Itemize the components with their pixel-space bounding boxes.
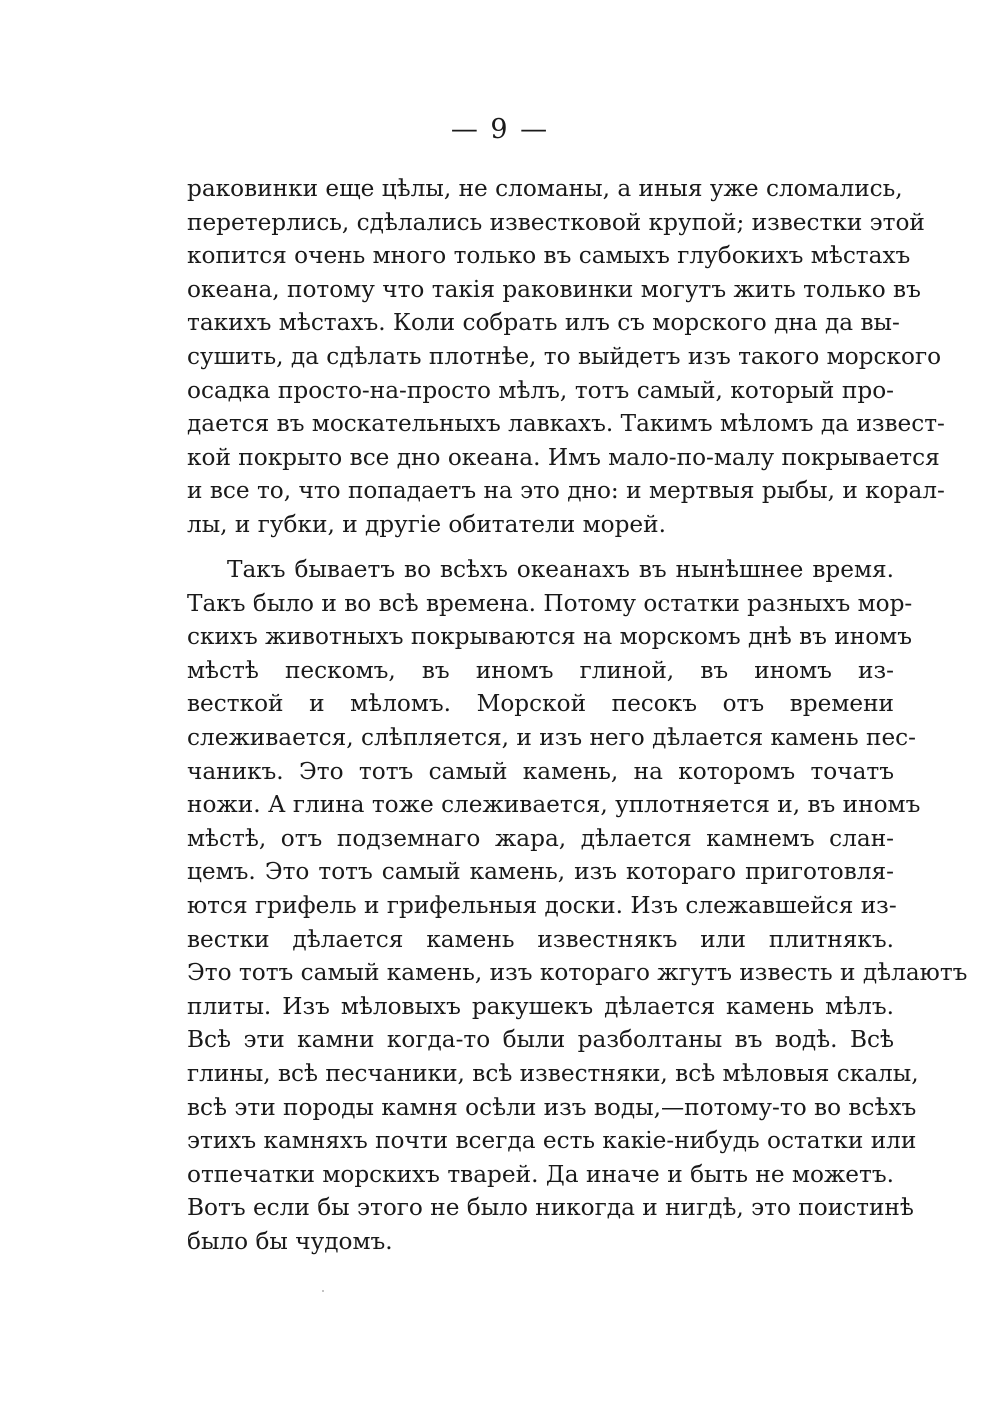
text-line: мѣстѣ пескомъ, въ иномъ глиной, въ иномъ из- xyxy=(187,656,894,684)
text-line: отпечатки морскихъ тварей. Да иначе и быть не можетъ. xyxy=(187,1160,894,1188)
text-line: Вотъ если бы этого не было никогда и нигдѣ, это поистинѣ xyxy=(187,1194,914,1222)
text-line: кой покрыто все дно океана. Имъ мало-по-малу покрывается xyxy=(187,443,940,471)
text-line: плиты. Изъ мѣловыхъ ракушекъ дѣлается камень мѣлъ. xyxy=(187,992,894,1020)
paragraph-2 xyxy=(187,553,968,1258)
text-line: ножи. А глина тоже слеживается, уплотняется и, въ иномъ xyxy=(187,791,921,819)
text-line: раковинки еще цѣлы, не сломаны, а иныя уже сломались, xyxy=(187,175,903,202)
scan-speck xyxy=(322,1290,324,1292)
text-line: мѣстѣ, отъ подземнаго жара, дѣлается камнемъ слан- xyxy=(187,824,894,852)
text-line: цемъ. Это тотъ самый камень, изъ котораго приготовля- xyxy=(187,858,894,886)
text-line: весткой и мѣломъ. Морской песокъ отъ времени xyxy=(187,690,894,718)
text-line: ются грифель и грифельныя доски. Изъ слежавшейся из- xyxy=(187,891,897,919)
text-line: вестки дѣлается камень известнякъ или плитнякъ. xyxy=(187,925,894,953)
text-line: сушить, да сдѣлать плотнѣе, то выйдетъ изъ такого морского xyxy=(187,342,942,370)
text-line: океана, потому что такія раковинки могутъ жить только въ xyxy=(187,275,921,303)
text-line: Это тотъ самый камень, изъ котораго жгутъ известь и дѣлаютъ xyxy=(187,959,968,987)
text-line: дается въ москательныхъ лавкахъ. Такимъ мѣломъ да извест- xyxy=(187,410,945,438)
text-line: Всѣ эти камни когда-то были разболтаны въ водѣ. Всѣ xyxy=(187,1026,894,1054)
text-line: лы, и губки, и другіе обитатели морей. xyxy=(187,510,666,538)
text-line: такихъ мѣстахъ. Коли собрать илъ съ морского дна да вы- xyxy=(187,309,900,337)
text-line: копится очень много только въ самыхъ глубокихъ мѣстахъ xyxy=(187,242,911,270)
text-line: Такъ бываетъ во всѣхъ океанахъ въ нынѣшнее время. xyxy=(227,556,894,583)
text-line: скихъ животныхъ покрываются на морскомъ днѣ въ иномъ xyxy=(187,623,912,651)
text-line: глины, всѣ песчаники, всѣ известняки, всѣ мѣловыя скалы, xyxy=(187,1059,919,1087)
text-line: и все то, что попадаетъ на это дно: и мертвыя рыбы, и корал- xyxy=(187,477,945,505)
text-line: осадка просто-на-просто мѣлъ, тотъ самый, который про- xyxy=(187,376,894,404)
text-line: Такъ было и во всѣ времена. Потому остатки разныхъ мор- xyxy=(187,589,913,617)
text-line: перетерлись, сдѣлались известковой крупой; известки этой xyxy=(187,208,925,236)
page-number: — 9 — xyxy=(450,114,550,145)
text-line: всѣ эти породы камня осѣли изъ воды,—потому-то во всѣхъ xyxy=(187,1093,917,1121)
text-line: было бы чудомъ. xyxy=(187,1227,393,1255)
text-line: слеживается, слѣпляется, и изъ него дѣлается камень пес- xyxy=(187,723,917,751)
paragraph-1 xyxy=(187,172,945,542)
text-line: чаникъ. Это тотъ самый камень, на которомъ точатъ xyxy=(187,757,894,785)
text-line: этихъ камняхъ почти всегда есть какіе-нибудь остатки или xyxy=(187,1127,917,1155)
